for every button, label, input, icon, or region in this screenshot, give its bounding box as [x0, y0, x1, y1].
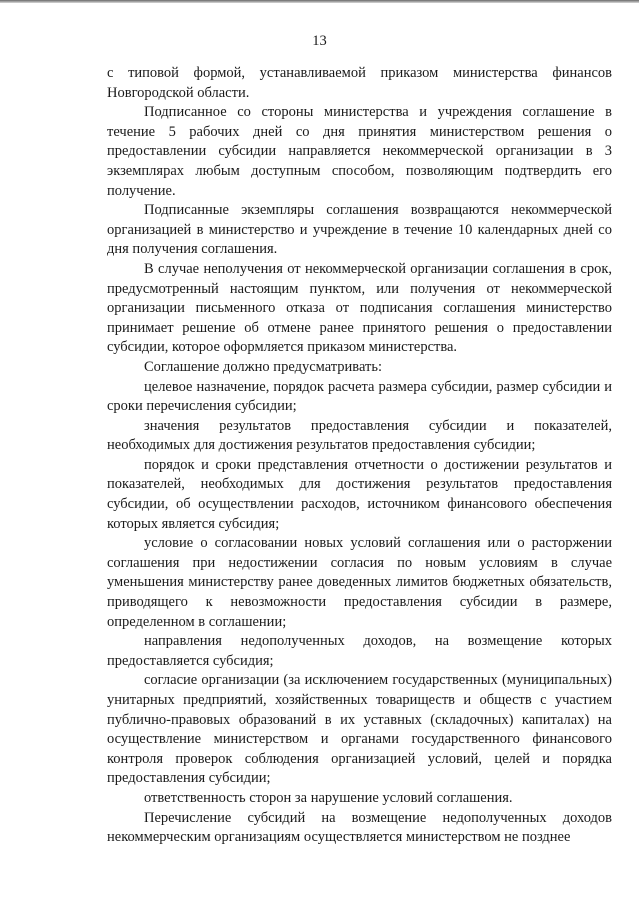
paragraph-signed-agreement: Подписанное со стороны министерства и учреждения соглашение в течение 5 рабочих дней со дня принятия министерством решения о предоставлении субсидии направляется некоммерческой организации в 3 экземплярах любым доступным способом, позволяющим подтвердить его получение.	[107, 104, 612, 199]
scan-top-edge	[0, 0, 639, 3]
document-body	[107, 64, 612, 848]
list-item-new-conditions: условие о согласовании новых условий соглашения или о расторжении соглашения при недостижении согласия по новым условиям в случае уменьшения министерству ранее доведенных лимитов бюджетных обязательств, приводящего к невозможности предоставления субсидии в размере, определенном в соглашении;	[107, 535, 612, 630]
paragraph-non-receipt: В случае неполучения от некоммерческой организации соглашения в срок, предусмотренный настоящим пунктом, или получения от некоммерческой организации письменного отказа от подписания соглашения министерство принимает решение об отмене ранее принятого решения о предоставлении субсидии, которое оформляется приказом министерства.	[107, 260, 612, 356]
list-item-responsibility: ответственность сторон за нарушение условий соглашения.	[144, 789, 513, 806]
list-item-purpose: целевое назначение, порядок расчета размера субсидии, размер субсидии и сроки перечисления субсидии;	[107, 378, 612, 415]
paragraph-continuation: с типовой формой, устанавливаемой приказом министерства финансов Новгородской области.	[107, 65, 612, 101]
list-item-reporting: порядок и сроки представления отчетности о достижении результатов и показателей, необходимых для достижения результатов предоставления субсидии, об осуществлении расходов, источником финансового обеспечения которых является субсидия;	[107, 456, 612, 532]
list-item-lost-income-directions: направления недополученных доходов, на возмещение которых предоставляется субсидия;	[107, 633, 612, 669]
paragraph-signed-copies-return: Подписанные экземпляры соглашения возвращаются некоммерческой организацией в министерство и учреждение в течение 10 календарных дней со дня получения соглашения.	[107, 202, 612, 258]
paragraph-agreement-must-provide: Соглашение должно предусматривать:	[144, 358, 382, 375]
paragraph-transfer-of-subsidies: Перечисление субсидий на возмещение недополученных доходов некоммерческим организациям осуществляется министерством не позднее	[107, 809, 612, 846]
list-item-result-values: значения результатов предоставления субсидии и показателей, необходимых для достижения результатов предоставления субсидии;	[107, 417, 612, 454]
page-number: 13	[312, 33, 327, 49]
list-item-audit-consent: согласие организации (за исключением государственных (муниципальных) унитарных предприятий, хозяйственных товариществ и обществ с участием публично-правовых образований в их уставных (складочных) капиталах) на осуществление министерством и органами государственного финансового контроля проверок соблюдения организацией условий, целей и порядка предоставления субсидии;	[107, 672, 612, 787]
